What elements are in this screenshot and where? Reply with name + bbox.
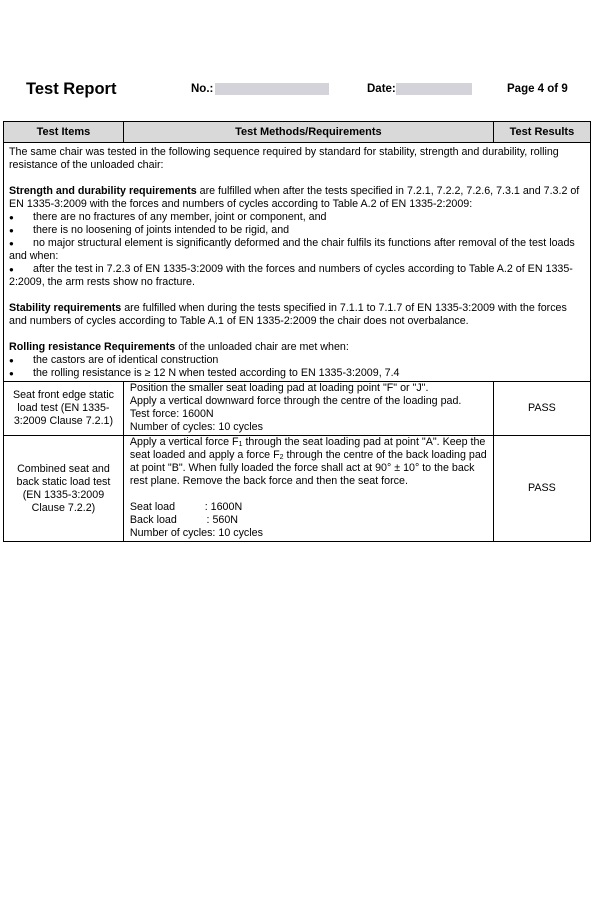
table-row bbox=[4, 382, 591, 436]
method-paragraph: Apply a vertical force $F_1$ through the seat loading pad at point "A". Keep the seat loaded and apply a force $F_2$ through the centre of the back loading pad at point "B". When fully loaded the force shall act at 90° ± 10° to the back rest plane. Remove the back force and then the seat force. bbox=[129, 436, 487, 487]
test-method-cell bbox=[123, 382, 493, 436]
list-item: ● no major structural element is significantly deformed and the chair fulfils its functions after removal of the test loads bbox=[9, 237, 586, 250]
stability-paragraph bbox=[9, 302, 586, 328]
armrest-text: after the test in 7.2.3 of EN 1335-3:2009 with the forces and numbers of cycles according to Table A.2 of EN 1335-2:2009, the arm rests show no fracture. bbox=[9, 263, 573, 288]
redacted-report-number bbox=[215, 83, 329, 95]
test-report-table bbox=[3, 121, 591, 542]
list-item: ● the castors are of identical construction bbox=[9, 354, 586, 367]
table-row bbox=[4, 436, 591, 542]
column-header-test-items: Test Items bbox=[4, 122, 124, 143]
stability-text: are fulfilled when during the tests specified in 7.1.1 to 7.1.7 of EN 1335-3:2009 with the forces and numbers of cycles according to Table A.1 of EN 1335-2:2009 the chair does not overbalance. bbox=[9, 302, 567, 327]
armrest-bullet: ● after the test in 7.2.3 of EN 1335-3:2009 with the forces and numbers of cycles according to Table A.2 of EN 1335-2:2009, the arm rests show no fracture. bbox=[9, 263, 573, 288]
rolling-heading: Rolling resistance Requirements bbox=[9, 341, 176, 353]
method-line: Number of cycles: 10 cycles bbox=[129, 421, 263, 433]
intro-row bbox=[4, 143, 591, 382]
strength-text: are fulfilled when after the tests specified in 7.2.1, 7.2.2, 7.2.6, 7.3.1 and 7.3.2 of EN 1335-3:2009 with the forces and numbers of cycles according to Table A.2 of EN 1335-2:2009: bbox=[9, 185, 580, 210]
method-line: Test force: 1600N bbox=[129, 408, 214, 420]
rolling-text: of the unloaded chair are met when: bbox=[175, 341, 349, 353]
list-item: ● there is no loosening of joints intended to be rigid, and bbox=[9, 224, 586, 237]
report-number-label: No.: bbox=[191, 83, 214, 95]
rolling-bullet-list bbox=[9, 354, 586, 380]
table-header-row bbox=[4, 122, 591, 143]
test-item-cell: Combined seat and back static load test (EN 1335-3:2009 Clause 7.2.2) bbox=[4, 436, 124, 542]
strength-bullet-list bbox=[9, 211, 586, 250]
test-method-cell bbox=[123, 436, 493, 542]
intro-paragraph: The same chair was tested in the following sequence required by standard for stability, strength and durability, rolling resistance of the unloaded chair: bbox=[9, 146, 559, 171]
method-line: Apply a vertical downward force through the centre of the loading pad. bbox=[129, 395, 462, 407]
test-result-cell: PASS bbox=[493, 436, 590, 542]
strength-heading: Strength and durability requirements bbox=[9, 185, 197, 197]
rolling-paragraph bbox=[9, 341, 586, 354]
back-load-line: Back load : 560N bbox=[129, 514, 238, 526]
list-item: ● there are no fractures of any member, joint or component, and bbox=[9, 211, 586, 224]
date-label: Date: bbox=[367, 83, 396, 95]
column-header-methods: Test Methods/Requirements bbox=[123, 122, 493, 143]
and-when-text: and when: bbox=[9, 250, 59, 262]
cycles-line: Number of cycles: 10 cycles bbox=[129, 527, 263, 539]
intro-cell bbox=[4, 143, 591, 382]
column-header-results: Test Results bbox=[493, 122, 590, 143]
test-result-cell: PASS bbox=[493, 382, 590, 436]
seat-load-line: Seat load : 1600N bbox=[129, 501, 243, 513]
stability-heading: Stability requirements bbox=[9, 302, 122, 314]
strength-paragraph bbox=[9, 185, 586, 211]
list-item: ● the rolling resistance is ≥ 12 N when tested according to EN 1335-3:2009, 7.4 bbox=[9, 367, 586, 380]
page-indicator: Page 4 of 9 bbox=[507, 83, 568, 95]
report-header bbox=[0, 80, 600, 102]
method-line: Position the smaller seat loading pad at loading point "F" or "J". bbox=[129, 382, 429, 394]
redacted-date bbox=[396, 83, 472, 95]
test-item-cell: Seat front edge static load test (EN 1335-3:2009 Clause 7.2.1) bbox=[4, 382, 124, 436]
report-title: Test Report bbox=[26, 80, 117, 98]
